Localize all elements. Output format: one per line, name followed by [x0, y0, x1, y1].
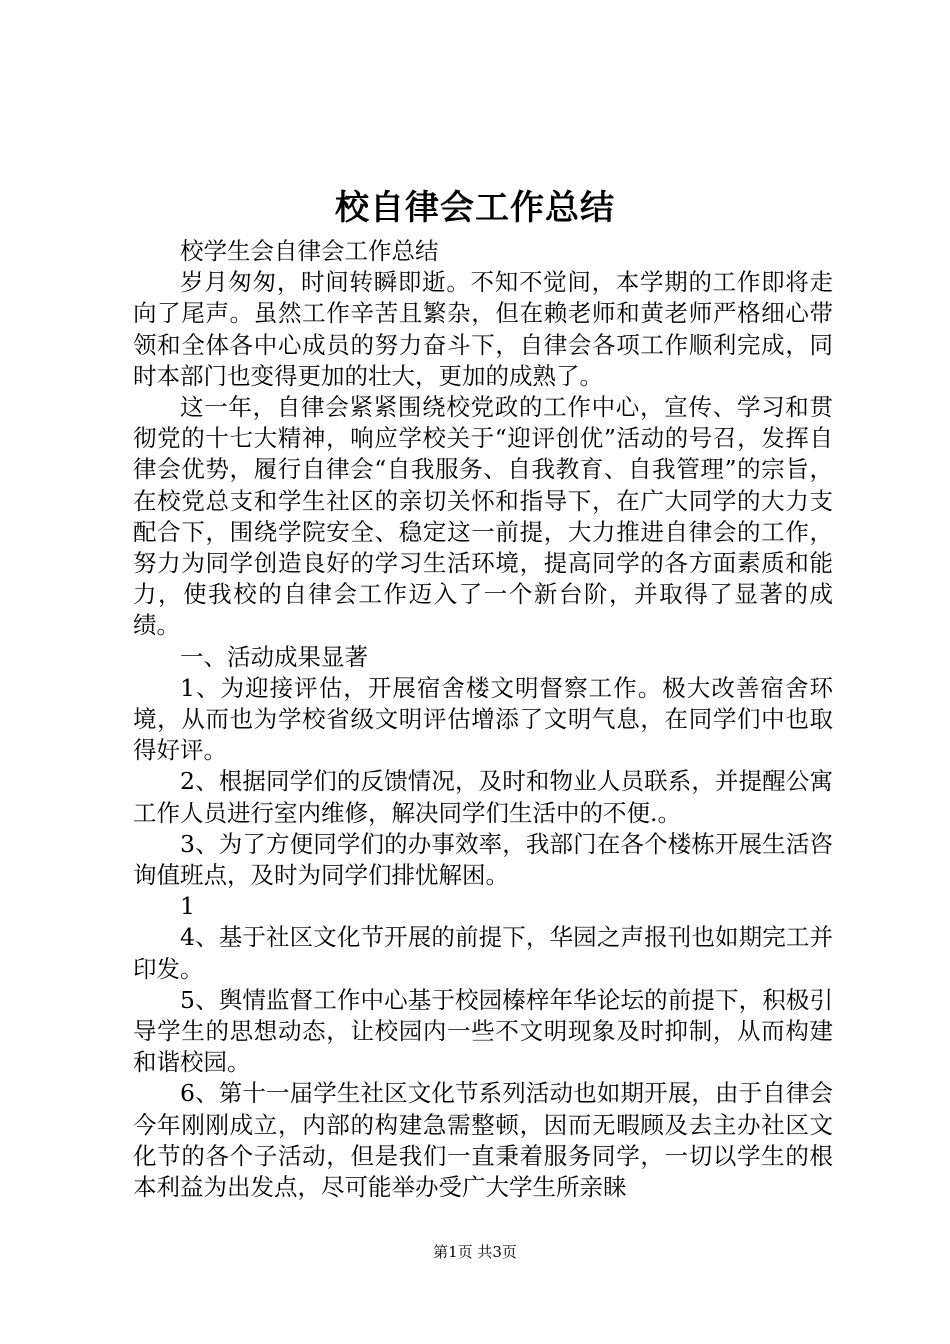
overview-paragraph: 这一年，自律会紧紧围绕校党政的工作中心，宣传、学习和贯彻党的十七大精神，响应学校关于“迎评创优”活动的号召，发挥自律会优势，履行自律会“自我服务、自我教育、自我管理”的宗旨，在校党总支和学生社区的亲切关怀和指导下，在广大同学的大力支配合下，围绕学院安全、稳定这一前提，大力推进自律会的工作，努力为同学创造良好的学习生活环境，提高同学的各方面素质和能力，使我校的自律会工作迈入了一个新台阶，并取得了显著的成绩。 — [133, 393, 833, 640]
subtitle-paragraph: 校学生会自律会工作总结 — [180, 237, 439, 265]
list-item-6: 6、第十一届学生社区文化节系列活动也如期开展，由于自律会今年刚刚成立，内部的构建急需整顿，因而无暇顾及去主办社区文化节的各个子活动，但是我们一直秉着服务同学，一切以学生的根本利益为出发点，尽可能举办受广大学生所亲睐 — [133, 1079, 833, 1202]
list-item-4: 4、基于社区文化节开展的前提下，华园之声报刊也如期完工并印发。 — [133, 923, 833, 983]
page-footer: 第1页 共3页 — [433, 1243, 517, 1261]
list-item-1: 1、为迎接评估，开展宿舍楼文明督察工作。极大改善宿舍环境，从而也为学校省级文明评估增添了文明气息，在同学们中也取得好评。 — [133, 673, 833, 765]
list-item-2: 2、根据同学们的反馈情况，及时和物业人员联系，并提醒公寓工作人员进行室内维修，解决同学们生活中的不便.。 — [133, 767, 833, 827]
intro-paragraph: 岁月匆匆，时间转瞬即逝。不知不觉间，本学期的工作即将走向了尾声。虽然工作辛苦且繁杂，但在赖老师和黄老师严格细心带领和全体各中心成员的努力奋斗下，自律会各项工作顺利完成，同时本部门也变得更加的壮大，更加的成熟了。 — [133, 268, 833, 390]
section-heading: 一、活动成果显著 — [180, 642, 368, 671]
document-title: 校自律会工作总结 — [335, 188, 615, 228]
stray-number: 1 — [180, 892, 195, 921]
list-item-3: 3、为了方便同学们的办事效率，我部门在各个楼栋开展生活咨询值班点，及时为同学们排忧解困。 — [133, 829, 833, 890]
document-body — [133, 236, 833, 1203]
list-item-5: 5、舆情监督工作中心基于校园榛梓年华论坛的前提下，积极引导学生的思想动态，让校园内一些不文明现象及时抑制，从而构建和谐校园。 — [133, 985, 833, 1077]
